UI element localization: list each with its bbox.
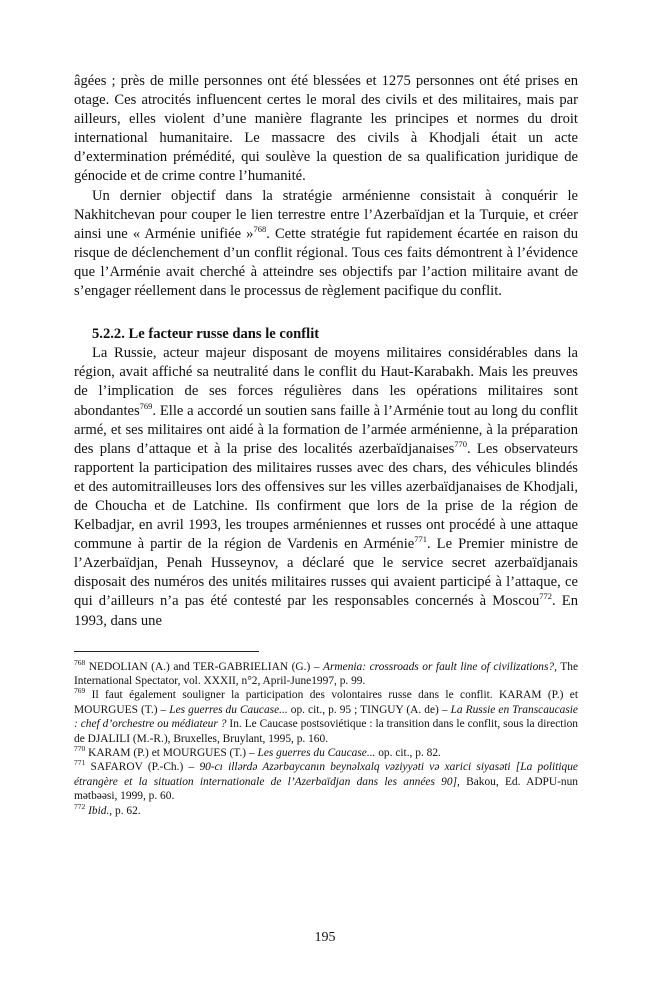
footnote-ref-770[interactable]: 770 xyxy=(454,438,468,449)
footnote-772 xyxy=(74,801,578,818)
footnote-ref-769[interactable]: 769 xyxy=(139,400,153,411)
paragraph-3 xyxy=(74,344,578,630)
footnote-number: 772 xyxy=(74,801,86,811)
footnotes xyxy=(74,657,579,818)
main-text xyxy=(74,72,578,631)
paragraph-3-text-e: . En 1993, dans une xyxy=(74,593,578,629)
paragraph-3-text-d: . Le Premier ministre de l’Azerbaïdjan, Penah Husseynov, a déclaré que le service secret azerbaïdjanais disposait des numéros des unités militaires russes qui avaient participé à l’attaque, ce qui d’ailleurs n’a pas été contesté par les responsables concernés à Moscou xyxy=(74,536,579,610)
footnote-title: Armenia: crossroads or fault line of civilizations?, xyxy=(323,660,557,673)
paragraph-3-text-b: . Elle a accordé un soutien sans faille à l’Arménie tout au long du conflit armé, et ses militaires ont aidé à la formation de l’armée arménienne, à la préparation des plans d’attaque et à la prise des localités azerbaïdjanaises xyxy=(74,402,578,457)
footnote-title: Ibid., xyxy=(88,804,113,817)
paragraph-1: âgées ; près de mille personnes ont été blessées et 1275 personnes ont été prises en otage. Ces atrocités influencent certes le moral des civils et des militaires, mais par ailleurs, elles violent d’une manière flagrante les principes et normes du droit international humanitaire. Le massacre des civils à Khodjali était un acte d’extermination prémédité, qui soulève la question de sa qualification juridique de génocide et de crime contre l’humanité. xyxy=(74,73,578,185)
footnote-number: 770 xyxy=(74,744,86,754)
footnote-text: NEDOLIAN (A.) and TER-GABRIELIAN (G.) – xyxy=(85,660,324,673)
footnote-text: Bakou, Ed. ADPU-nun mətbəəsi, 1999, p. 60. xyxy=(74,775,578,803)
footnote-number: 769 xyxy=(74,686,86,696)
footnote-number: 771 xyxy=(74,758,86,768)
footnote-number: 768 xyxy=(74,657,86,667)
footnote-title: 90-cı illərdə Azərbaycanın beynəlxalq vəziyyəti və xarici siyasəti [La politique étrangère et la situation internationale de l’Azerbaïdjan dans les années 90], xyxy=(74,761,578,788)
footnote-text: SAFAROV (P.-Ch.) – xyxy=(85,761,200,774)
paragraph-2-text-a: Un dernier objectif dans la stratégie arménienne consistait à conquérir le Nakhitchevan pour couper le lien terrestre entre l’Azerbaïdjan et la Turquie, et créer ainsi une « Arménie unifiée » xyxy=(74,187,578,242)
paragraph-3-text-c: . Les observateurs rapportent la participation des militaires russes avec des chars, des véhicules blindés et des automitrailleuses lors des offensives sur les villes azerbaïdjanaises de Khodjali, de Choucha et de Latchine. Ils confirment que lors de la prise de la région de Kelbadjar, en avril 1993, les troupes arméniennes et russes ont procédé à une attaque commune à partir de la région de Vardenis en Arménie xyxy=(74,440,578,553)
footnote-title: Les guerres du Caucase... xyxy=(257,747,376,760)
footnote-768 xyxy=(74,657,579,689)
paragraph-2 xyxy=(74,187,578,302)
paragraph-2-text-b: . Cette stratégie fut rapidement écartée en raison du risque de déclenchement d’un conflit régional. Tous ces faits démontrent à l’évidence que l’Arménie avait cherché à atteindre ses objectifs par l’action militaire avant de s’engager réellement dans le processus de règlement pacifique du conflit. xyxy=(74,225,578,300)
footnote-text: In. Le Caucase postsoviétique : la transition dans le conflit, sous la direction de DJALILI (M.-R.), Bruxelles, Bruylant, 1995, p. 160. xyxy=(74,718,579,745)
footnote-770 xyxy=(74,746,578,760)
footnote-ref-771[interactable]: 771 xyxy=(414,534,427,545)
footnote-text: The International Spectator, vol. XXXII, n°2, April-June1997, p. 99. xyxy=(74,660,579,688)
footnote-ref-768[interactable]: 768 xyxy=(253,223,267,234)
footnote-text: Il faut également souligner la participation des volontaires russe dans le conflit. KARAM (P.) et MOURGUES (T.) – xyxy=(74,689,578,716)
footnote-text: op. cit., p. 82. xyxy=(375,747,441,760)
paragraph-3-text-a: La Russie, acteur majeur disposant de moyens militaires considérables dans la région, avait affiché sa neutralité dans le conflit du Haut-Karabakh. Mais les preuves de l’implication de ses forces régulières dans les opérations militaires sont abondantes xyxy=(74,345,578,419)
footnote-text: p. 62. xyxy=(112,804,141,817)
footnote-divider xyxy=(74,651,259,652)
footnote-769 xyxy=(74,688,578,746)
footnote-title: La Russie en Transcaucasie : chef d’orchestre ou médiateur ? xyxy=(74,703,578,731)
footnote-text: KARAM (P.) et MOURGUES (T.) – xyxy=(85,747,258,760)
footnote-text: op. cit., p. 95 ; TINGUY (A. de) – xyxy=(287,703,451,716)
footnote-title: Les guerres du Caucase... xyxy=(169,703,288,716)
footnote-ref-772[interactable]: 772 xyxy=(539,591,553,602)
section-heading: 5.2.2. Le facteur russe dans le conflit xyxy=(92,326,320,343)
page-number: 195 xyxy=(314,930,336,945)
footnote-771 xyxy=(74,760,578,803)
book-page xyxy=(74,72,578,818)
